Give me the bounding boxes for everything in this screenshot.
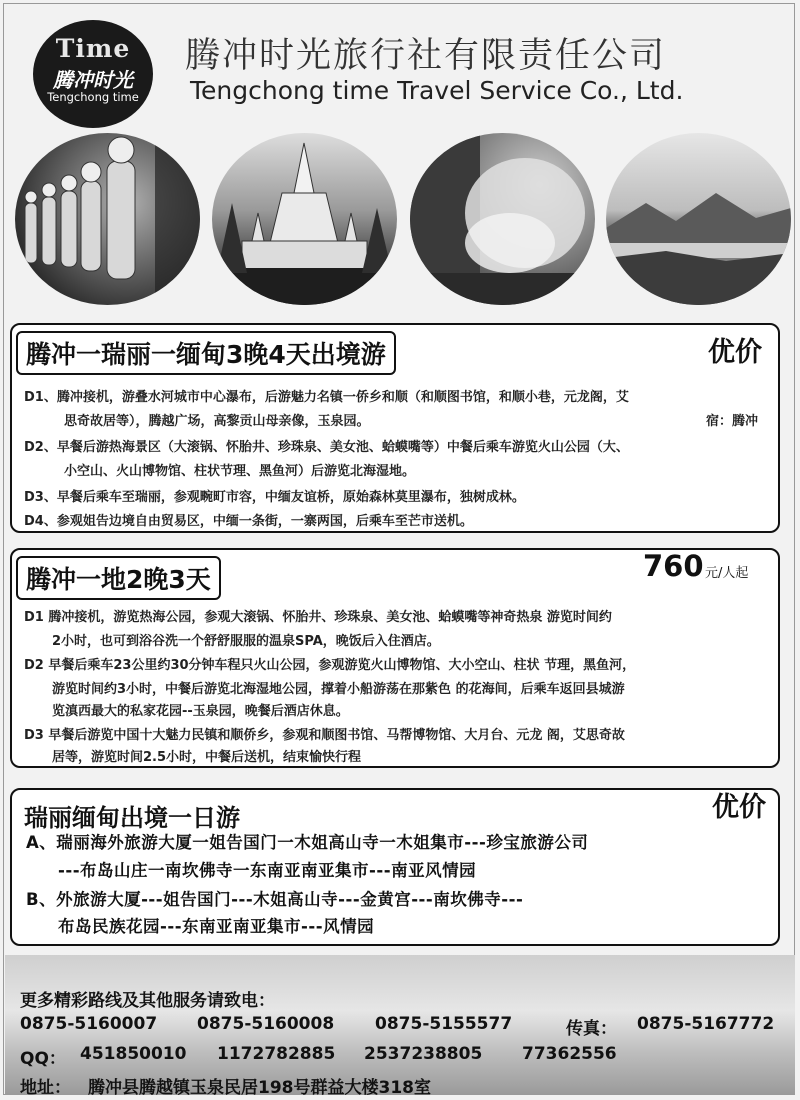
qq-4: 77362556: [522, 1044, 617, 1064]
address-label: 地址：: [20, 1078, 71, 1098]
fax-number: 0875-5167772: [637, 1014, 775, 1034]
monk-statues-image: [15, 133, 200, 305]
phone-1: 0875-5160007: [20, 1014, 158, 1034]
tour2-price-unit: 元/人起: [705, 566, 749, 581]
tour2-price: 760: [643, 549, 704, 583]
tour2-line: D1 腾冲接机，游览热海公园，参观大滚锅、怀胎井、珍珠泉、美女池、蛤蟆嘴等神奇热泉 游览时间约: [24, 610, 612, 625]
tour2-line: D3 早餐后游览中国十大魅力民镇和顺侨乡，参观和顺图书馆、马帮博物馆、大月台、元龙 阁，艾思奇故: [24, 728, 625, 743]
address: 腾冲县腾越镇玉泉民居198号群益大楼318室: [88, 1078, 431, 1098]
photo-hot-spring: [410, 133, 595, 305]
tour3-title: 瑞丽缅甸出境一日游: [24, 804, 240, 832]
contact-intro: 更多精彩路线及其他服务请致电：: [20, 991, 275, 1011]
volcano-landscape-image: [606, 133, 791, 305]
tour2-line: D2 早餐后乘车23公里约30分钟车程只火山公园，参观游览火山博物馆、大小空山、柱状 节理，黑鱼河，: [24, 658, 636, 673]
tour2-line: 览滇西最大的私家花园--玉泉园，晚餐后酒店休息。: [52, 704, 349, 719]
tour1-line: 宿：腾冲: [706, 414, 759, 429]
qq-1: 451850010: [80, 1044, 187, 1064]
phone-2: 0875-5160008: [197, 1014, 335, 1034]
tour1-line: D3、早餐后乘车至瑞丽，参观畹町市容，中缅友谊桥，原始森林莫里瀑布，独树成林。: [24, 490, 525, 505]
tour1-title: 腾冲一瑞丽一缅甸3晚4天出境游: [16, 331, 396, 375]
tour3-line: ---布岛山庄一南坎佛寺一东南亚南亚集市---南亚风情园: [58, 861, 477, 880]
pagoda-image: [212, 133, 397, 305]
company-name-cn: 腾冲时光旅行社有限责任公司: [185, 36, 667, 76]
tour1-line: D2、早餐后游热海景区（大滚锅、怀胎井、珍珠泉、美女池、蛤蟆嘴等）中餐后乘车游览火山公园（大、: [24, 440, 629, 455]
logo-time-text: Time: [55, 34, 131, 63]
tour2-title: 腾冲一地2晚3天: [16, 556, 221, 600]
company-logo: [33, 20, 153, 128]
tour1-line: 小空山、火山博物馆、柱状节理、黑鱼河）后游览北海湿地。: [64, 464, 416, 479]
tour3-line: A、瑞丽海外旅游大厦一姐告国门一木姐高山寺一木姐集市---珍宝旅游公司: [26, 833, 589, 852]
photo-volcano-landscape: [606, 133, 791, 305]
qq-2: 1172782885: [217, 1044, 336, 1064]
tour2-line: 居等，游览时间2.5小时，中餐后送机，结束愉快行程: [52, 750, 362, 765]
phone-3: 0875-5155577: [375, 1014, 513, 1034]
tour1-line: 思奇故居等），腾越广场，高黎贡山母亲像，玉泉园。: [64, 414, 370, 429]
photo-monk-statues: [15, 133, 200, 305]
tour3-line: B、外旅游大厦---姐告国门---木姐高山寺---金黄宫---南坎佛寺---: [26, 890, 524, 909]
qq-label: QQ：: [20, 1049, 66, 1069]
tour1-price: 优价: [708, 337, 762, 368]
qq-3: 2537238805: [364, 1044, 483, 1064]
hot-spring-image: [410, 133, 595, 305]
logo-cn-text: 腾冲时光: [53, 68, 133, 92]
tour1-line: D1、腾冲接机，游叠水河城市中心瀑布，后游魅力名镇一侨乡和顺（和顺图书馆，和顺小巷，元龙阁，艾: [24, 390, 629, 405]
tour3-line: 布岛民族花园---东南亚南亚集市---风情园: [58, 917, 375, 936]
tour1-line: D4、参观姐告边境自由贸易区，中缅一条街，一寨两国，后乘车至芒市送机。: [24, 514, 473, 529]
logo-en-text: Tengchong time: [47, 90, 139, 104]
tour2-line: 2小时，也可到浴谷洗一个舒舒服服的温泉SPA，晚饭后入住酒店。: [52, 634, 440, 649]
tour2-line: 游览时间约3小时，中餐后游览北海湿地公园，撑着小船游荡在那紫色 的花海间，后乘车返回县城游: [52, 682, 625, 697]
company-name-en: Tengchong time Travel Service Co., Ltd.: [190, 76, 684, 105]
photo-golden-pagoda: [212, 133, 397, 305]
fax-label: 传真：: [566, 1019, 617, 1039]
tour3-price: 优价: [712, 792, 766, 823]
